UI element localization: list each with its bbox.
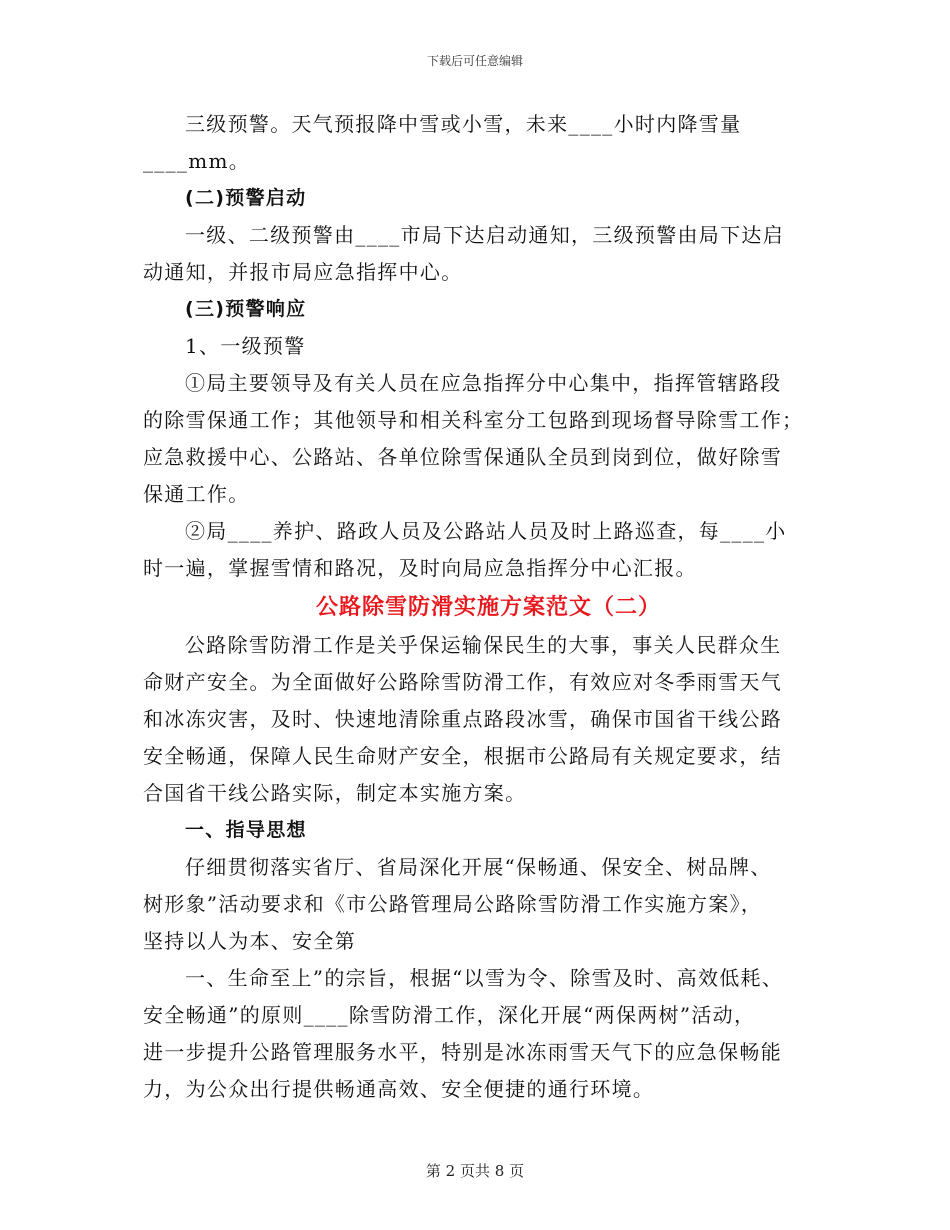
- section-heading: 一、指导思想: [185, 819, 307, 841]
- text-line: 安全畅通，保障人民生命财产安全，根据市公路局有关规定要求，结: [143, 744, 782, 768]
- page-number: 第 2 页共 8 页: [425, 1162, 525, 1180]
- section-heading: (二)预警启动: [185, 187, 307, 209]
- text-line: 保通工作。: [143, 482, 250, 506]
- text-line: 安全畅通”的原则____除雪防滑工作，深化开展“两保两树”活动，: [143, 1003, 756, 1027]
- text-line: 仔细贯彻落实省厅、省局深化开展“保畅通、保安全、树品牌、: [185, 855, 772, 879]
- text-line: 一级、二级预警由____市局下达启动通知，三级预警由局下达启: [185, 223, 784, 247]
- text-line: 合国省干线公路实际，制定本实施方案。: [143, 781, 527, 805]
- text-line: 和冰冻灾害，及时、快速地清除重点路段冰雪，确保市国省干线公路: [143, 707, 782, 731]
- text-line: 命财产安全。为全面做好公路除雪防滑工作，有效应对冬季雨雪天气: [143, 670, 782, 694]
- page-header: 下载后可任意编辑: [426, 54, 523, 68]
- text-line: 应急救援中心、公路站、各单位除雪保通队全员到岗到位，做好除雪: [143, 445, 782, 469]
- text-line: 力，为公众出行提供畅通高效、安全便捷的通行环境。: [143, 1077, 655, 1101]
- text-line: 时一遍，掌握雪情和路况，及时向局应急指挥分中心汇报。: [143, 556, 697, 580]
- text-line: 进一步提升公路管理服务水平，特别是冰冻雨雪天气下的应急保畅能: [143, 1040, 782, 1064]
- text-line: ②局____养护、路政人员及公路站人员及时上路巡查，每____小: [185, 519, 787, 543]
- text-line: 树形象”活动要求和《市公路管理局公路除雪防滑工作实施方案》，: [143, 892, 763, 916]
- text-line: 坚持以人为本、安全第: [143, 929, 356, 953]
- section-heading: (三)预警响应: [185, 298, 307, 320]
- text-line: 的除雪保通工作；其他领导和相关科室分工包路到现场督导除雪工作；: [143, 408, 804, 432]
- text-line: 动通知，并报市局应急指挥中心。: [143, 260, 463, 284]
- text-line: ____mm。: [143, 149, 251, 173]
- document-body: [143, 106, 808, 1108]
- text-line: 公路除雪防滑工作是关乎保运输保民生的大事，事关人民群众生: [185, 633, 782, 657]
- text-line: 三级预警。天气预报降中雪或小雪，未来____小时内降雪量: [185, 112, 742, 136]
- text-line: ①局主要领导及有关人员在应急指挥分中心集中，指挥管辖路段: [185, 371, 782, 395]
- text-line: 一、生命至上”的宗旨，根据“以雪为令、除雪及时、高效低耗、: [185, 966, 784, 990]
- section-title: 公路除雪防滑实施方案范文（二）: [315, 594, 661, 620]
- text-line: 1、一级预警: [185, 334, 306, 358]
